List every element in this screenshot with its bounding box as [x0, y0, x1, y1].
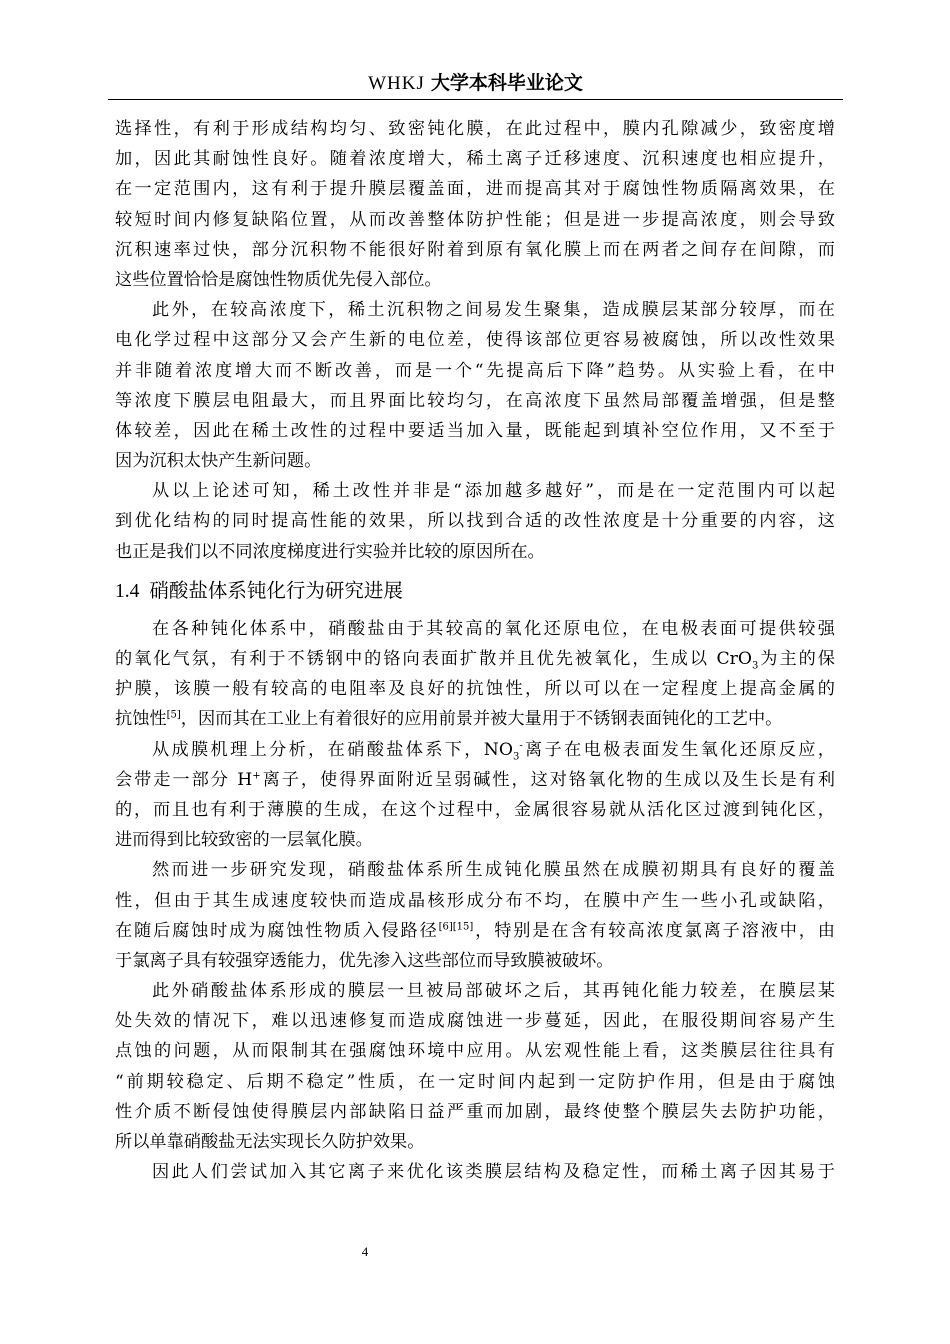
text-line: 所以单靠硝酸盐无法实现长久防护效果。 — [115, 1132, 425, 1152]
text-line: 体较差，因此在稀土改性的过程中要适当加入量，既能起到填补空位作用，又不至于 — [115, 420, 835, 441]
text-line: 性，但由于其生成速度较快而造成晶核形成分布不均，在膜中产生一些小孔或缺陷， — [115, 890, 835, 911]
subscript: 3 — [751, 660, 759, 672]
text-line: 因此人们尝试加入其它离子来优化该类膜层结构及稳定性，而稀土离子因其易于 — [152, 1162, 835, 1183]
text-line: 此外硝酸盐体系形成的膜层一旦被局部破坏之后，其再钝化能力较差，在膜层某 — [152, 981, 835, 1002]
text-span: ，特别是在含有较高浓度氯离子溶液中，由 — [473, 920, 835, 941]
text-line — [115, 765, 835, 795]
header-title: 大学本科毕业论文 — [430, 72, 583, 94]
text-span: 从成膜机理上分析，在硝酸盐体系下，NO — [152, 739, 513, 760]
paragraph-5 — [115, 735, 835, 856]
text-span: 离子，使得界面附近呈弱碱性，这对铬氧化物的生成以及生长是有利 — [260, 769, 835, 790]
text-span: 在随后腐蚀时成为腐蚀性物质入侵路径 — [115, 920, 439, 941]
text-line — [115, 704, 835, 734]
citation: [5] — [166, 709, 181, 721]
text-line: 性介质不断侵蚀使得膜层内部缺陷日益严重而加剧，最终使整个膜层失去防护功能， — [115, 1101, 835, 1122]
text-line: 处失效的情况下，难以迅速修复而造成腐蚀进一步蔓延，因此，在服役期间容易产生 — [115, 1011, 835, 1032]
text-line: 在一定范围内，这有利于提升膜层覆盖面，进而提高其对于腐蚀性物质隔离效果，在 — [115, 179, 835, 200]
page-header — [108, 70, 843, 96]
header-rule — [108, 99, 843, 100]
paragraph-1 — [115, 114, 835, 295]
paragraph-7 — [115, 976, 835, 1157]
text-span: 为主的保 — [758, 649, 835, 669]
text-span: 抗蚀性 — [115, 709, 167, 730]
citation: [6][15] — [438, 920, 474, 932]
paragraph-6 — [115, 855, 835, 976]
text-line: 到优化结构的同时提高性能的效果，所以找到合适的改性浓度是十分重要的内容，这 — [115, 511, 835, 532]
text-line — [115, 916, 835, 946]
section-heading — [115, 569, 835, 613]
header-latin: WHKJ — [368, 73, 425, 94]
text-line: 较短时间内修复缺陷位置，从而改善整体防护性能；但是进一步提高浓度，则会导致 — [115, 209, 835, 230]
page-number: 4 — [361, 1244, 369, 1259]
text-line: 护膜，该膜一般有较高的电阻率及良好的抗蚀性，所以可以在一定程度上提高金属的 — [115, 679, 835, 700]
text-span: ，因而其在工业上有着很好的应用前景并被大量用于不锈钢表面钝化的工艺中。 — [180, 709, 783, 730]
body-text — [115, 114, 835, 1187]
text-line: 并非随着浓度增大而不断改善，而是一个“先提高后下降”趋势。从实验上看，在中 — [115, 360, 835, 381]
section-number: 1.4 — [115, 580, 140, 602]
text-line: 于氯离子具有较强穿透能力，优先渗入这些部位而导致膜被破坏。 — [115, 950, 614, 971]
text-line: 等浓度下膜层电阻最大，而且界面比较均匀，在高浓度下虽然局部覆盖增强，但是整 — [115, 390, 835, 411]
text-span: 离子在电极表面发生氧化还原反应， — [522, 739, 835, 760]
text-line: 也正是我们以不同浓度梯度进行实验并比较的原因所在。 — [115, 541, 545, 562]
text-line: 这些位置恰恰是腐蚀性物质优先侵入部位。 — [115, 269, 442, 290]
superscript: + — [252, 770, 261, 782]
text-line: 点蚀的问题，从而限制其在强腐蚀环境中应用。从宏观性能上看，这类膜层往往具有 — [115, 1041, 835, 1062]
text-line — [115, 644, 835, 674]
text-span: 的氧化气氛，有利于不锈钢中的铬向表面扩散并且优先被氧化，生成以 CrO — [115, 649, 752, 669]
paragraph-2 — [115, 295, 835, 476]
text-line: 沉积速率过快，部分沉积物不能很好附着到原有氧化膜上而在两者之间存在间隙，而 — [115, 239, 835, 260]
text-span: 会带走一部分 H — [115, 769, 253, 790]
section-title: 硝酸盐体系钝化行为研究进展 — [149, 578, 403, 602]
superscript: - — [519, 739, 523, 751]
text-line: 在各种钝化体系中，硝酸盐由于其较高的氧化还原电位，在电极表面可提供较强 — [152, 618, 835, 639]
text-line: 然而进一步研究发现，硝酸盐体系所生成钝化膜虽然在成膜初期具有良好的覆盖 — [152, 860, 835, 881]
text-line: 此外，在较高浓度下，稀土沉积物之间易发生聚集，造成膜层某部分较厚，而在 — [152, 300, 835, 321]
text-line: 加，因此其耐蚀性良好。随着浓度增大，稀土离子迁移速度、沉积速度也相应提升， — [115, 149, 835, 170]
text-line — [115, 735, 835, 765]
paragraph-3 — [115, 476, 835, 567]
text-line: 从以上论述可知，稀土改性并非是“添加越多越好”，而是在一定范围内可以起 — [152, 481, 835, 502]
text-line: 选择性，有利于形成结构均匀、致密钝化膜，在此过程中，膜内孔隙减少，致密度增 — [115, 119, 835, 139]
paragraph-4 — [115, 614, 835, 735]
text-line: 的，而且也有利于薄膜的生成，在这个过程中，金属很容易就从活化区过渡到钝化区， — [115, 799, 835, 820]
text-line: 进而得到比较致密的一层氧化膜。 — [115, 830, 373, 851]
subscript: 3 — [512, 751, 520, 762]
text-line: “前期较稳定、后期不稳定”性质，在一定时间内起到一定防护作用，但是由于腐蚀 — [115, 1071, 835, 1092]
paragraph-8 — [115, 1157, 835, 1187]
text-line: 电化学过程中这部分又会产生新的电位差，使得该部位更容易被腐蚀，所以改性效果 — [115, 330, 835, 351]
text-line: 因为沉积太快产生新问题。 — [115, 451, 322, 472]
